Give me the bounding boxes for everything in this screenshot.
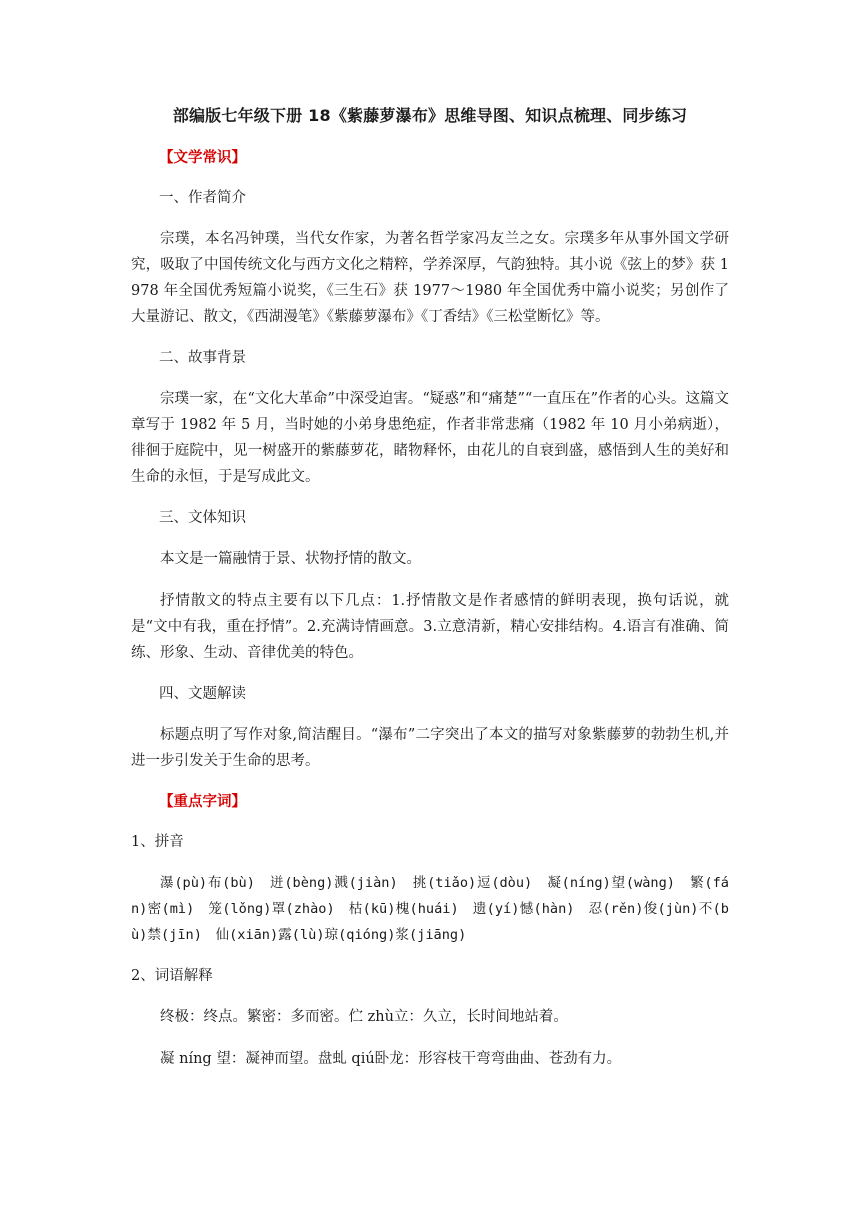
title-interpretation-heading: 四、文题解读 xyxy=(159,686,246,702)
section-heading-vocabulary: 【重点字词】 xyxy=(159,794,246,810)
definition-paragraph-2: 凝 níng 望：凝神而望。盘虬 qiú卧龙：形容枝干弯弯曲曲、苍劲有力。 xyxy=(160,1051,622,1067)
document-body xyxy=(131,102,729,1088)
pinyin-heading: 1、拼音 xyxy=(131,834,184,850)
background-heading: 二、故事背景 xyxy=(159,350,246,366)
genre-heading: 三、文体知识 xyxy=(159,510,246,526)
author-heading: 一、作者简介 xyxy=(159,190,246,206)
definition-heading: 2、词语解释 xyxy=(131,968,213,984)
pinyin-paragraph: 瀑(pù)布(bù) 迸(bèng)溅(jiàn) 挑(tiǎo)逗(dòu) 凝(níng)望(wàng) 繁(fán)密(mì) 笼(lǒng)罩(zhào) 枯(kū)槐(huái) 遗(yí)憾(hàn) 忍(rěn)俊(jùn)不(bù)禁(jīn) 仙(xiān)露(lù)琼(qióng)浆(jiāng) xyxy=(131,875,729,943)
document-title: 部编版七年级下册 18《紫藤萝瀑布》思维导图、知识点梳理、同步练习 xyxy=(172,106,688,125)
genre-paragraph-1: 本文是一篇融情于景、状物抒情的散文。 xyxy=(160,551,421,567)
author-paragraph: 宗璞，本名冯钟璞，当代女作家，为著名哲学家冯友兰之女。宗璞多年从事外国文学研究，吸取了中国传统文化与西方文化之精粹，学养深厚，气韵独特。其小说《弦上的梦》获 1978 年全国优秀短篇小说奖，《三生石》获 1977～1980 年全国优秀中篇小说奖；另创作了大量游记、散文，《西湖漫笔》《紫藤萝瀑布》《丁香结》《三松堂断忆》等。 xyxy=(131,231,729,325)
background-paragraph: 宗璞一家，在“文化大革命”中深受迫害。“疑惑”和“痛楚”“一直压在”作者的心头。这篇文章写于 1982 年 5 月，当时她的小弟身患绝症，作者非常悲痛（1982 年 10 月小弟病逝），徘徊于庭院中，见一树盛开的紫藤萝花，睹物释怀，由花儿的自衰到盛，感悟到人生的美好和生命的永恒，于是写成此文。 xyxy=(131,391,729,485)
definition-paragraph-1: 终极：终点。繁密：多而密。伫 zhù立：久立，长时间地站着。 xyxy=(160,1009,568,1025)
genre-paragraph-2: 抒情散文的特点主要有以下几点：1.抒情散文是作者感情的鲜明表现，换句话说，就是“文中有我，重在抒情”。2.充满诗情画意。3.立意清新，精心安排结构。4.语言有准确、简练、形象、生动、音律优美的特色。 xyxy=(131,593,729,661)
title-interpretation-paragraph: 标题点明了写作对象,简洁醒目。“瀑布”二字突出了本文的描写对象紫藤萝的勃勃生机,并进一步引发关于生命的思考。 xyxy=(131,727,729,769)
section-heading-literature: 【文学常识】 xyxy=(159,150,246,166)
